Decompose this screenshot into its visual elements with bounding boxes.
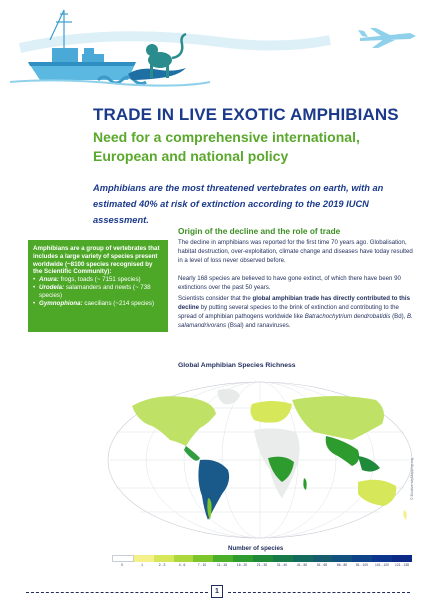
legend-swatch bbox=[293, 555, 313, 562]
legend-swatch bbox=[253, 555, 273, 562]
section-heading: Origin of the decline and the role of trade bbox=[178, 226, 341, 236]
airplane-icon bbox=[358, 28, 416, 48]
page-title: TRADE IN LIVE EXOTIC AMPHIBIANS bbox=[93, 105, 399, 124]
taxon-desc: salamanders and newts (~ 738 species) bbox=[39, 283, 151, 299]
header-illustration bbox=[0, 0, 434, 96]
page-number: 1 bbox=[211, 585, 223, 598]
legend-tick-label: 51 - 65 bbox=[316, 563, 328, 567]
legend-tick-label: 16 - 20 bbox=[236, 563, 248, 567]
legend-swatch bbox=[154, 555, 174, 562]
map-title: Global Amphibian Species Richness bbox=[178, 362, 296, 369]
text-run: (Bsal) and ranaviruses. bbox=[226, 322, 291, 329]
taxon-desc: frogs, toads (~ 7151 species) bbox=[58, 276, 141, 284]
footer-rule-left bbox=[26, 592, 208, 593]
legend-swatch bbox=[332, 555, 352, 562]
ship-icon bbox=[28, 48, 136, 80]
legend-swatch bbox=[372, 555, 392, 562]
legend-swatch bbox=[112, 555, 134, 562]
legend-swatch bbox=[134, 555, 154, 562]
legend-ticks bbox=[112, 563, 412, 567]
text-run: Scientists consider that the bbox=[178, 295, 253, 302]
world-richness-map bbox=[96, 370, 424, 542]
legend-swatch bbox=[313, 555, 333, 562]
taxon-name: Urodela: bbox=[39, 283, 65, 291]
list-item bbox=[33, 284, 163, 300]
legend-tick-label: 101 - 120 bbox=[375, 563, 389, 567]
map-credit: © BiodiversityMapping.org bbox=[410, 458, 414, 500]
legend-swatch bbox=[392, 555, 412, 562]
legend-tick-label: 21 - 30 bbox=[256, 563, 268, 567]
legend-tick-label: 41 - 50 bbox=[296, 563, 308, 567]
page-subtitle: Need for a comprehensive international, European and national policy bbox=[93, 129, 360, 164]
legend-tick-label: 7 - 10 bbox=[197, 563, 207, 567]
taxon-name: Anura: bbox=[39, 276, 59, 284]
legend-scale bbox=[112, 555, 412, 562]
lead-paragraph: Amphibians are the most threatened vertebrates on earth, with an estimated 40% at risk of extinction according to the 2019 IUCN assessment. bbox=[93, 183, 384, 225]
legend-tick-label: 11 - 15 bbox=[216, 563, 228, 567]
body-paragraph-2: Nearly 168 species are believed to have gone extinct, of which there have been 90 extinctions over the past 50 years. bbox=[178, 275, 401, 291]
legend-tick-label: 81 - 100 bbox=[355, 563, 369, 567]
legend-swatch bbox=[233, 555, 253, 562]
legend-swatch bbox=[193, 555, 213, 562]
legend-swatch bbox=[213, 555, 233, 562]
species-name: Batrachochytrium dendrobatidis bbox=[304, 313, 391, 320]
legend-tick-label: 66 - 80 bbox=[336, 563, 348, 567]
legend-tick-label: 1 bbox=[141, 563, 143, 567]
footer-rule-right bbox=[228, 592, 410, 593]
list-item bbox=[33, 300, 163, 308]
text-run: (Bd), bbox=[390, 313, 407, 320]
legend-tick-label: 121 - 138 bbox=[395, 563, 409, 567]
body-paragraph-1: The decline in amphibians was reported for the first time 70 years ago. Globalisation, habitat destruction, over-exploitation, climate change and diseases have today resulted in a level of loss never observed before. bbox=[178, 239, 413, 264]
body-paragraph-3 bbox=[178, 294, 414, 330]
nz-region bbox=[403, 510, 406, 520]
groups-list bbox=[33, 276, 163, 307]
species-name: B. salamandrivorans bbox=[178, 313, 413, 329]
legend-swatch bbox=[174, 555, 194, 562]
amphibian-groups-box bbox=[28, 240, 168, 332]
legend-label: Number of species bbox=[228, 545, 284, 552]
text-run: by putting several species to the brink of extinction and contributing to the spread of amphibian pathogens worldwide like bbox=[178, 304, 399, 320]
legend-swatch bbox=[273, 555, 293, 562]
legend-tick-label: 0 bbox=[121, 563, 123, 567]
cloud-shape bbox=[20, 36, 330, 48]
taxon-name: Gymnophiona: bbox=[39, 299, 83, 307]
list-item bbox=[33, 276, 163, 284]
legend-swatch bbox=[352, 555, 372, 562]
groups-intro: Amphibians are a group of vertebrates that includes a large variety of species present worldwide (~8100 species recognised by the Scientific Community): bbox=[33, 245, 160, 276]
emphasis-text: global amphibian trade has directly contributed to this decline bbox=[178, 295, 410, 311]
legend-tick-label: 2 - 3 bbox=[158, 563, 166, 567]
taxon-desc: caecilians (~214 species) bbox=[82, 299, 155, 307]
legend-tick-label: 31 - 40 bbox=[276, 563, 288, 567]
lizard-icon bbox=[128, 68, 186, 80]
legend-tick-label: 4 - 6 bbox=[178, 563, 186, 567]
